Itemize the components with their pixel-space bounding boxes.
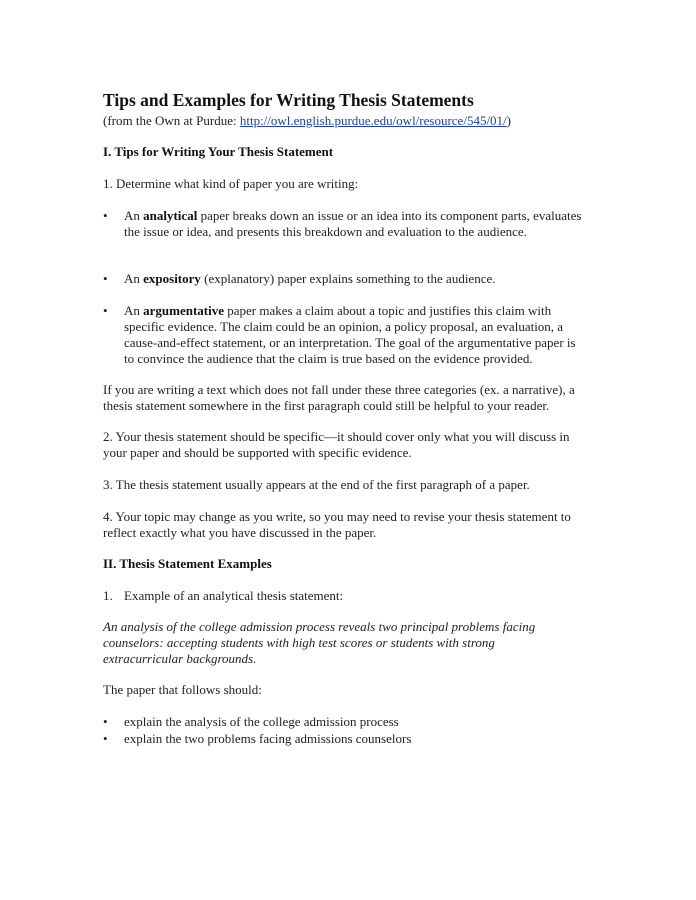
point-4: 4. Your topic may change as you write, so you may need to revise your thesis statement to reflect exactly what you have discussed in the paper. <box>103 509 571 540</box>
bullet-text-rest: evaluates the issue or idea, and presents this breakdown and evaluation to the audience. <box>124 208 582 239</box>
bullet-dot: • <box>103 731 108 746</box>
source-line <box>103 113 511 129</box>
example-thesis-statement: An analysis of the college admission process reveals two principal problems facing counselors: accepting students with high test scores or students with strong extracurricular backgrounds. <box>103 619 536 666</box>
follows-item-text: explain the two problems facing admissions counselors <box>124 731 412 746</box>
follows-item-text: explain the analysis of the college admission process <box>124 714 399 729</box>
bullet-argumentative-text <box>124 303 586 367</box>
bullet-dot: • <box>103 303 108 318</box>
bullet-prefix: An <box>124 303 144 318</box>
bullet-prefix: An <box>124 271 144 286</box>
bullet-dot: • <box>103 714 108 729</box>
section2-heading: II. Thesis Statement Examples <box>103 556 272 571</box>
bullet-keyword: analytical <box>143 208 198 223</box>
bullet-dot: • <box>103 271 108 286</box>
bullet-expository <box>103 271 583 287</box>
document-title: Tips and Examples for Writing Thesis Statements <box>103 90 474 110</box>
point-2: 2. Your thesis statement should be specific—it should cover only what you will discuss in your paper and should be supported with specific evidence. <box>103 429 570 460</box>
source-suffix: ) <box>506 113 512 128</box>
bullet-expository-text <box>124 271 583 287</box>
bullet-dot: • <box>103 208 108 223</box>
example-label: Example of an analytical thesis statement: <box>124 588 344 603</box>
bullet-analytical-text <box>124 208 583 240</box>
bullet-keyword: expository <box>143 271 201 286</box>
bullet-argumentative <box>103 303 583 367</box>
follows-item <box>103 714 583 730</box>
follows-label: The paper that follows should: <box>103 682 262 697</box>
section1-heading: I. Tips for Writing Your Thesis Statement <box>103 144 334 159</box>
bullet-analytical <box>103 208 583 256</box>
bullet-text-first: (explanatory) paper explains something to the audience. <box>200 271 496 286</box>
bullet-text-rest: specific evidence. The claim could be an opinion, a policy proposal, an evaluation, a cause-and-effect statement, or an interpretation. The goal of the argumentative paper is to convince the audience that the claim is true based on the evidence provided. <box>124 319 576 366</box>
bullet-keyword: argumentative <box>143 303 225 318</box>
source-prefix: (from the Own at Purdue: <box>103 113 240 128</box>
point-3: 3. The thesis statement usually appears at the end of the first paragraph of a paper. <box>103 477 530 492</box>
example-number: 1. <box>103 588 113 603</box>
categories-note: If you are writing a text which does not fall under these three categories (ex. a narrative), a thesis statement somewhere in the first paragraph could still be helpful to your reader. <box>103 382 575 413</box>
bullet-text-first: paper makes a claim about a topic and justifies this claim with <box>224 303 552 318</box>
example-1-label <box>103 588 583 604</box>
point-1: 1. Determine what kind of paper you are writing: <box>103 176 359 191</box>
source-link[interactable]: http://owl.english.purdue.edu/owl/resource/545/01/ <box>239 113 507 128</box>
follows-item <box>103 731 583 747</box>
bullet-text-first: paper breaks down an issue or an idea into its component parts, <box>197 208 530 223</box>
bullet-prefix: An <box>124 208 144 223</box>
